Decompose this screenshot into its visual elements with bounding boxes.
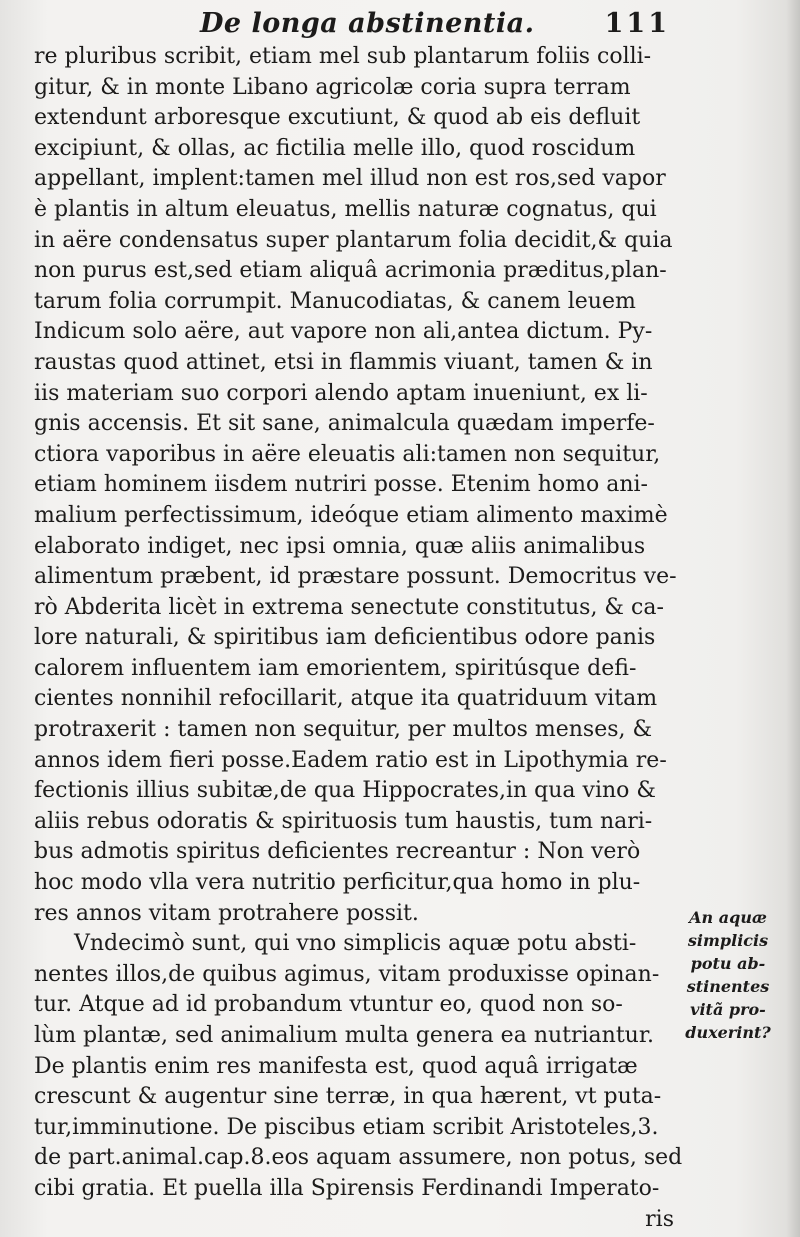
text-line: malium perfectissimum, ideóque etiam alimento maximè: [34, 502, 668, 528]
catchword: ris: [645, 1206, 674, 1232]
text-line: cibi gratia. Et puella illa Spirensis Ferdinandi Imperato-: [34, 1175, 660, 1201]
text-line: alimentum præbent, id præstare possunt. Democritus ve-: [34, 564, 677, 590]
text-line: excipiunt, & ollas, ac fictilia melle illo, quod roscidum: [34, 135, 636, 161]
marginal-line: duxerint?: [685, 1023, 771, 1042]
paragraph-start-line: Vndecimò sunt, qui vno simplicis aquæ potu absti-: [74, 931, 637, 957]
page-number: 111: [604, 8, 670, 39]
page-edge-shadow: [786, 0, 800, 1237]
text-line: hoc modo vlla vera nutritio perficitur,qua homo in plu-: [34, 870, 641, 896]
marginal-line: An aquæ: [689, 908, 767, 927]
marginal-line: simplicis: [687, 931, 769, 950]
text-line: re pluribus scribit, etiam mel sub plantarum foliis colli-: [34, 44, 652, 69]
text-line: lùm plantæ, sed animalium multa genera ea nutriantur.: [34, 1023, 654, 1048]
running-title: De longa abstinentia.: [200, 8, 535, 39]
text-line: etiam hominem iisdem nutriri posse. Etenim homo ani-: [34, 472, 648, 498]
text-line: tur. Atque ad id probandum vtuntur eo, quod non so-: [34, 992, 623, 1018]
text-line: fectionis illius subitæ,de qua Hippocrates,in qua vino &: [34, 778, 656, 804]
text-line: appellant, implent:tamen mel illud non est ros,sed vapor: [34, 166, 666, 192]
text-line: elaborato indiget, nec ipsi omnia, quæ aliis animalibus: [34, 533, 646, 559]
text-line: de part.animal.cap.8.eos aquam assumere, non potus, sed: [34, 1145, 683, 1171]
text-line: gitur, & in monte Libano agricolæ coria supra terram: [34, 74, 631, 100]
text-line: gnis accensis. Et sit sane, animalcula quædam imperfe-: [34, 411, 655, 437]
text-line: iis materiam suo corpori alendo aptam inueniunt, ex li-: [34, 380, 648, 406]
text-line: raustas quod attinet, etsi in flammis viuant, tamen & in: [34, 349, 653, 375]
marginal-line: vitã pro-: [690, 1000, 766, 1019]
text-line: non purus est,sed etiam aliquâ acrimonia præditus,plan-: [34, 258, 667, 284]
running-header: [200, 8, 670, 44]
marginal-line: stinentes: [686, 977, 770, 996]
text-line: cientes nonnihil refocillarit, atque ita quatriduum vitam: [34, 686, 658, 712]
text-line: Indicum solo aëre, aut vapore non ali,antea dictum. Py-: [34, 319, 653, 345]
text-line: extendunt arboresque excutiunt, & quod ab eis defluit: [34, 105, 641, 131]
text-line: annos idem fieri posse.Eadem ratio est in Lipothymia re-: [34, 747, 667, 773]
text-line: res annos vitam protrahere possit.: [34, 900, 419, 926]
text-line: crescunt & augentur sine terræ, in qua hærent, vt puta-: [34, 1084, 662, 1110]
text-line: De plantis enim res manifesta est, quod aquâ irrigatæ: [34, 1053, 638, 1079]
text-line: in aëre condensatus super plantarum folia decidit,& quia: [34, 227, 673, 253]
text-line: lore naturali, & spiritibus iam deficientibus odore panis: [34, 625, 656, 651]
text-line: bus admotis spiritus deficientes recreantur : Non verò: [34, 839, 641, 865]
text-line: nentes illos,de quibus agimus, vitam produxisse opinan-: [34, 961, 660, 987]
marginal-line: potu ab-: [690, 954, 766, 973]
main-text-block: [34, 42, 683, 1235]
text-line: rò Abderita licèt in extrema senectute constitutus, & ca-: [34, 594, 664, 620]
marginal-note: [662, 906, 794, 1044]
text-line: tarum folia corrumpit. Manucodiatas, & canem leuem: [34, 288, 636, 314]
text-line: ctiora vaporibus in aëre eleuatis ali:tamen non sequitur,: [34, 441, 661, 467]
text-line: tur,imminutione. De piscibus etiam scribit Aristoteles,3.: [34, 1114, 659, 1140]
text-line: calorem influentem iam emorientem, spiritúsque defi-: [34, 655, 637, 681]
text-line: è plantis in altum eleuatus, mellis naturæ cognatus, qui: [34, 196, 657, 222]
text-line: aliis rebus odoratis & spirituosis tum haustis, tum nari-: [34, 808, 653, 834]
text-line: protraxerit : tamen non sequitur, per multos menses, &: [34, 717, 653, 743]
